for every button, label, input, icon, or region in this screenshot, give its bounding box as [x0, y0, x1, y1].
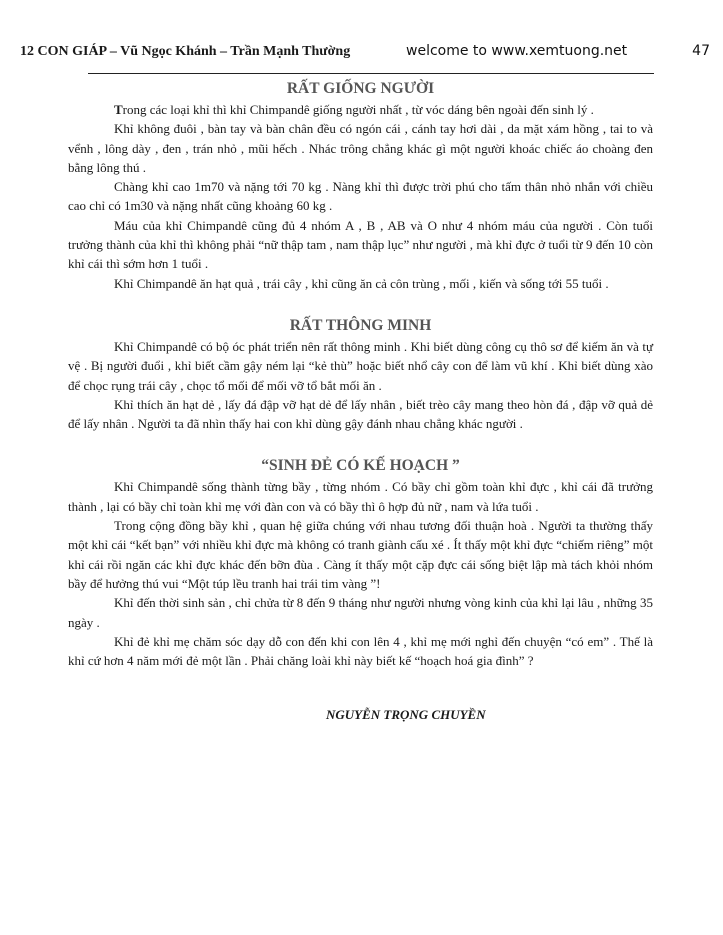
website-link[interactable]: welcome to www.xemtuong.net [406, 43, 628, 59]
paragraph: Chàng khỉ cao 1m70 và nặng tới 70 kg . Nàng khỉ thì được trời phú cho tấm thân nhỏ nhắn với chiều cao chỉ có 1m30 và nặng nhất cũng khoảng 60 kg . [68, 179, 653, 214]
article-body [68, 78, 653, 725]
paragraph [68, 100, 653, 119]
paragraph: Trong cộng đồng bầy khỉ , quan hệ giữa chúng với nhau tương đối thuận hoà . Người ta thường thấy một khỉ cái “kết bạn” với nhiều khỉ đực mà không có tranh giành cấu xé . Ít thấy một khỉ đực “chiếm riêng” một khỉ cái rồi ngăn các khỉ đực khác đến bỡn đùa . Càng ít thấy một cặp đực cái sống biệt lập mà tách khỏi nhóm bầy để hưởng thú vui “Một túp lều tranh hai trái tim vàng ”! [68, 518, 653, 591]
page-number: 47 [692, 43, 710, 59]
paragraph: Khỉ không đuôi , bàn tay và bàn chân đều có ngón cái , cánh tay hơi dài , da mặt xám hồng , tai to và vểnh , lông dày , đen , trán nhỏ , mũi hếch . Nhác trông chẳng khác gì một người khoác chiếc áo choàng đen bằng lông thú . [68, 121, 653, 175]
paragraph: Máu của khỉ Chimpandê cũng đủ 4 nhóm A , B , AB và O như 4 nhóm máu của người . Còn tuổi trưởng thành của khỉ thì không phải “nữ thập tam , nam thập lục” như người , mà khỉ đực ở tuổi từ 9 đến 10 còn khỉ cái thì sớm hơn 1 tuổi . [68, 217, 653, 272]
paragraph: Khỉ đến thời sinh sản , chỉ chửa từ 8 đến 9 tháng như người nhưng vòng kinh của khỉ lại lâu , những 35 ngày . [68, 595, 653, 630]
book-info: 12 CON GIÁP – Vũ Ngọc Khánh – Trần Mạnh Thường [20, 44, 351, 59]
paragraph: Khỉ Chimpandê sống thành từng bầy , từng nhóm . Có bầy chỉ gồm toàn khỉ đực , khỉ cái đã trưởng thành , lại có bầy chỉ toàn khỉ mẹ với đàn con và có bầy thì ô hợp đủ nữ , nam và lứa tuổi . [68, 479, 653, 514]
paragraph: Khỉ Chimpandê có bộ óc phát triển nên rất thông minh . Khi biết dùng công cụ thô sơ để kiếm ăn và tự vệ . Bị người đuổi , khỉ biết cầm gậy ném lại “kẻ thù” hoặc biết nhổ cây con để làm vũ khí . Khỉ biết dùng xào để chọc rụng trái cây , chọc tổ mối để mối vỡ tổ bắt mối ăn . [68, 338, 653, 393]
paragraph: Khỉ thích ăn hạt dẻ , lấy đá đập vỡ hạt dẻ để lấy nhân , biết trèo cây mang theo hòn đá , đập vỡ quả dẻ để lấy nhân . Người ta đã nhìn thấy hai con khỉ dùng gậy đánh nhau chẳng khác người . [68, 396, 653, 432]
section-title: RẤT GIỐNG NGƯỜI [286, 80, 435, 97]
paragraph: Khỉ đẻ khỉ mẹ chăm sóc dạy dỗ con đến khi con lên 4 , khỉ mẹ mới nghỉ đến chuyện “có em” . Thế là khỉ cứ hơn 4 năm mới đẻ một lần . Phải chăng loài khỉ này biết kế “hoạch hoá gia đình” ? [68, 633, 653, 669]
paragraph-text: rong các loại khỉ thì khỉ Chimpandê giống người nhất , từ vóc dáng bên ngoài đến sinh lý . [122, 102, 594, 117]
header-rule [88, 73, 654, 74]
first-letter: T [114, 102, 123, 117]
section-title: “SINH ĐẺ CÓ KẾ HOẠCH ” [261, 457, 460, 475]
page-header [20, 44, 710, 64]
author-signature: NGUYỄN TRỌNG CHUYỀN [326, 707, 486, 723]
section-title: RẤT THÔNG MINH [289, 316, 432, 334]
paragraph: Khỉ Chimpandê ăn hạt quả , trái cây , khỉ cũng ăn cả côn trùng , mối , kiến và sống tới 55 tuổi . [114, 275, 609, 291]
